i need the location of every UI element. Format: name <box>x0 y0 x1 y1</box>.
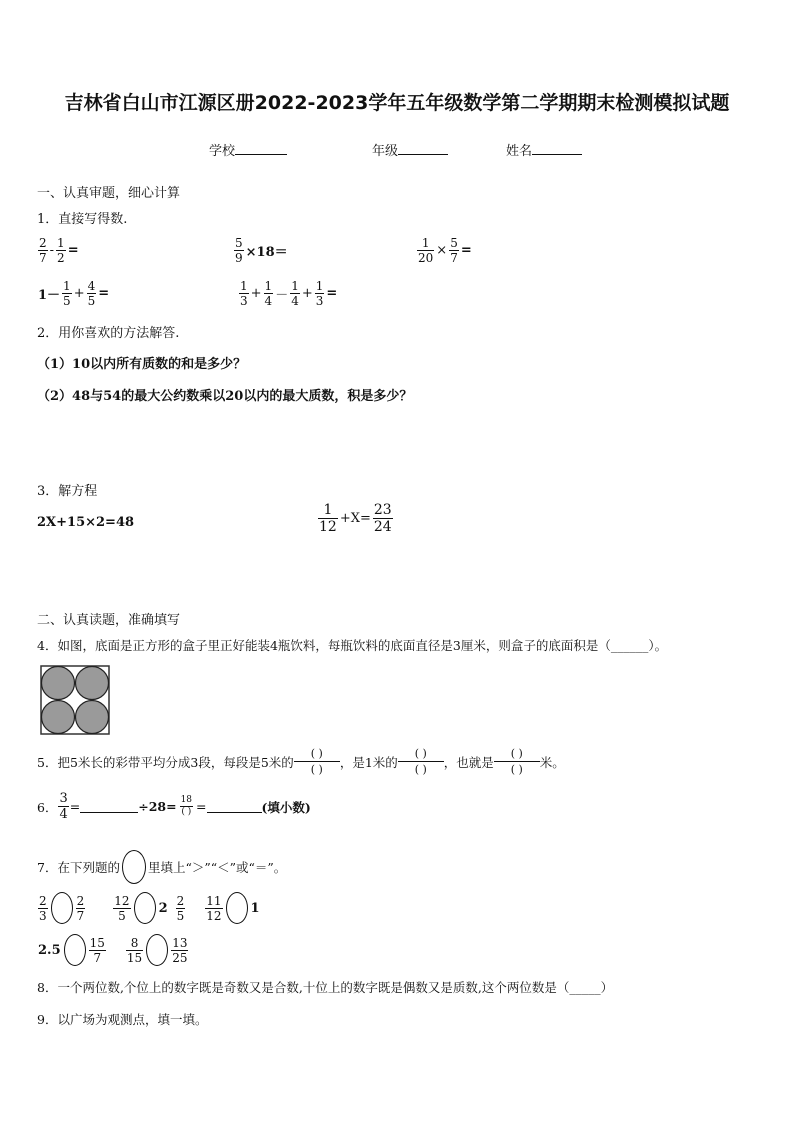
q1-expr-3: $\frac{1}{20}$ × $\frac{5}{7}$ = <box>418 236 472 265</box>
fraction: $\frac{1}{4}$ <box>291 279 299 308</box>
fraction: $\frac{12}{5}$ <box>114 893 130 923</box>
q3-equation-1: 2X+15×2=48 <box>37 515 135 530</box>
compare-oval[interactable] <box>64 934 86 966</box>
fraction: $\frac{5}{9}$ <box>235 236 243 265</box>
fraction: $\frac{1}{4}$ <box>264 279 273 308</box>
q7-text: 7．在下列题的 里填上“＞”“＜”或“＝”。 <box>37 850 286 884</box>
q2-part1: （1）10以内所有质数的和是多少？ <box>37 357 247 372</box>
q1-expr-1: $\frac{2}{7}$ - $\frac{1}{2}$ = <box>39 236 79 265</box>
section2-heading: 二、认真读题，准确填写 <box>37 613 181 628</box>
grade-field <box>372 140 448 159</box>
q8-text: 8．一个两位数,个位上的数字既是奇数又是合数,十位上的数字既是偶数又是质数,这个两位数是（_____） <box>37 980 614 995</box>
fraction: $\frac{1}{12}$ <box>319 502 337 535</box>
fraction: $\frac{23}{24}$ <box>373 502 392 535</box>
compare-oval[interactable] <box>134 892 156 924</box>
school-blank[interactable] <box>235 142 287 155</box>
q4-text: 4．如图，底面是正方形的盒子里正好能装4瓶饮料，每瓶饮料的底面直径是3厘米，则盒子的底面积是（______）。 <box>37 638 668 653</box>
school-label: 学校 <box>209 144 236 159</box>
grade-blank[interactable] <box>398 142 448 155</box>
q1-expr-2: $\frac{5}{9}$ ×18＝ <box>235 236 288 265</box>
fraction: $\frac{1}{3}$ <box>240 279 248 308</box>
school-field <box>209 140 287 159</box>
fraction: $\frac{8}{15}$ <box>126 935 143 965</box>
four-bottles-figure <box>40 665 110 735</box>
fraction: $\frac{2}{7}$ <box>39 236 47 265</box>
q5-text: 5．把5米长的彩带平均分成3段，每段是5米的 $\frac{( )}{( )}$ ，是1米的 $\frac{( )}{( )}$ ，也就是 $\frac{( )}{( )}$ 米。 <box>37 747 565 776</box>
fraction: $\frac{11}{12}$ <box>206 893 222 923</box>
q3-equation-2: $\frac{1}{12}$ +X= $\frac{23}{24}$ <box>319 502 392 535</box>
q6-text: 6． $\frac{3}{4}$ = ÷28= $\frac{18}{( )}$ = (填小数) <box>37 791 311 822</box>
fraction: $\frac{18}{( )}$ <box>180 795 193 817</box>
q2-label: 2．用你喜欢的方法解答. <box>37 326 180 341</box>
oval-icon <box>122 850 146 884</box>
fraction: $\frac{1}{2}$ <box>57 236 65 265</box>
blank-fraction[interactable]: $\frac{( )}{( )}$ <box>294 748 340 775</box>
name-label: 姓名 <box>506 144 533 159</box>
fraction: $\frac{1}{20}$ <box>418 236 434 265</box>
name-blank[interactable] <box>532 142 582 155</box>
fraction: $\frac{1}{5}$ <box>63 279 71 308</box>
blank-fraction[interactable]: $\frac{( )}{( )}$ <box>398 748 444 775</box>
q6-blank-1[interactable] <box>80 800 138 813</box>
fraction: $\frac{13}{25}$ <box>172 935 188 965</box>
page-title: 吉林省白山市江源区册2022-2023学年五年级数学第二学期期末检测模拟试题 <box>64 92 730 114</box>
q3-label: 3．解方程 <box>37 484 98 499</box>
fraction: $\frac{3}{4}$ <box>59 791 68 822</box>
compare-oval[interactable] <box>226 892 248 924</box>
fraction: $\frac{4}{5}$ <box>87 279 96 308</box>
fraction: $\frac{2}{5}$ <box>176 893 185 923</box>
fraction: $\frac{5}{7}$ <box>450 236 458 265</box>
q7-row-2: 2.5 $\frac{15}{7}$ $\frac{8}{15}$ $\frac{13}{25}$ <box>38 935 188 965</box>
q1-expr-5: $\frac{1}{3}$ + $\frac{1}{4}$ － $\frac{1}{4}$ + $\frac{1}{3}$ = <box>240 279 338 308</box>
q1-label: 1．直接写得数. <box>37 212 128 227</box>
q6-blank-2[interactable] <box>207 800 262 813</box>
fraction: $\frac{2}{3}$ <box>39 893 47 923</box>
compare-oval[interactable] <box>146 934 168 966</box>
section1-heading: 一、认真审题，细心计算 <box>37 186 181 201</box>
blank-fraction[interactable]: $\frac{( )}{( )}$ <box>494 748 540 775</box>
fraction: $\frac{1}{3}$ <box>315 279 324 308</box>
q2-part2: （2）48与54的最大公约数乘以20以内的最大质数，积是多少？ <box>37 389 413 404</box>
grade-label: 年级 <box>372 144 399 159</box>
fraction: $\frac{15}{7}$ <box>89 935 105 965</box>
q7-row-1: $\frac{2}{3}$ $\frac{2}{7}$ $\frac{12}{5}$ 2 $\frac{2}{5}$ $\frac{11}{12}$ 1 <box>39 893 260 923</box>
name-field <box>506 140 582 159</box>
compare-oval[interactable] <box>51 892 73 924</box>
q1-expr-4: 1－ $\frac{1}{5}$ + $\frac{4}{5}$ = <box>38 279 110 308</box>
q9-text: 9．以广场为观测点，填一填。 <box>37 1012 208 1027</box>
fraction: $\frac{2}{7}$ <box>76 893 85 923</box>
